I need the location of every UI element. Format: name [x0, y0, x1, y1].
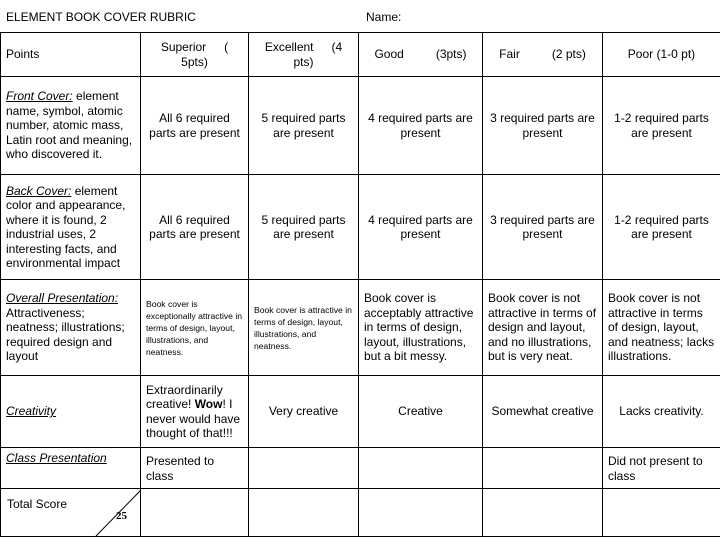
front-good-cell: 4 required parts are present [359, 77, 483, 175]
header-row [1, 33, 720, 77]
back-poor-cell: 1-2 required parts are present [603, 175, 720, 280]
total-poor-cell [603, 489, 720, 537]
back-good-cell: 4 required parts are present [359, 175, 483, 280]
back-fair-cell: 3 required parts are present [483, 175, 603, 280]
excellent-header: Excellent (4 pts) [249, 33, 359, 77]
back-cover-row [1, 175, 720, 280]
presentation-excellent-cell [249, 448, 359, 489]
front-excellent-cell: 5 required parts are present [249, 77, 359, 175]
total-score-row [1, 489, 720, 537]
class-presentation-row [1, 448, 720, 489]
overall-row [1, 280, 720, 376]
front-fair-cell: 3 required parts are present [483, 77, 603, 175]
overall-poor-cell: Book cover is not attractive in terms of design, layout, and neatness; lacks illustrations. [603, 280, 720, 376]
creativity-fair-cell: Somewhat creative [483, 376, 603, 448]
rubric-table [0, 32, 720, 537]
total-excellent-cell [249, 489, 359, 537]
rubric-title: ELEMENT BOOK COVER RUBRIC [6, 10, 196, 24]
superior-header: Superior ( 5pts) [141, 33, 249, 77]
creativity-poor-cell: Lacks creativity. [603, 376, 720, 448]
total-score-value: 25 [116, 510, 127, 522]
fair-header: Fair (2 pts) [483, 33, 603, 77]
total-superior-cell [141, 489, 249, 537]
presentation-superior-cell: Presented to class [141, 448, 249, 489]
name-label: Name: [366, 10, 402, 24]
front-cover-criterion: Front Cover: element name, symbol, atomic number, atomic mass, Latin root and meaning, who discovered it. [1, 77, 141, 175]
overall-good-cell: Book cover is acceptably attractive in terms of design, layout, illustrations, but a bit messy. [359, 280, 483, 376]
points-header: Points [1, 33, 141, 77]
overall-superior-cell: Book cover is exceptionally attractive in terms of design, layout, illustrations, and neatness. [141, 280, 249, 376]
good-header: Good (3pts) [359, 33, 483, 77]
presentation-poor-cell: Did not present to class [603, 448, 720, 489]
creativity-row [1, 376, 720, 448]
back-excellent-cell: 5 required parts are present [249, 175, 359, 280]
total-score-cell [1, 489, 141, 537]
front-superior-cell: All 6 required parts are present [141, 77, 249, 175]
presentation-fair-cell [483, 448, 603, 489]
presentation-good-cell [359, 448, 483, 489]
creativity-good-cell: Creative [359, 376, 483, 448]
overall-fair-cell: Book cover is not attractive in terms of design and layout, and no illustrations, but is very neat. [483, 280, 603, 376]
back-cover-criterion: Back Cover: element color and appearance, where it is found, 2 industrial uses, 2 interesting facts, and environmental impact [1, 175, 141, 280]
total-good-cell [359, 489, 483, 537]
class-presentation-criterion: Class Presentation [1, 448, 141, 489]
front-poor-cell: 1-2 required parts are present [603, 77, 720, 175]
back-superior-cell: All 6 required parts are present [141, 175, 249, 280]
poor-header: Poor (1-0 pt) [603, 33, 720, 77]
total-score-label: Total Score [7, 497, 68, 511]
total-fair-cell [483, 489, 603, 537]
creativity-criterion: Creativity [1, 376, 141, 448]
creativity-excellent-cell: Very creative [249, 376, 359, 448]
front-cover-row [1, 77, 720, 175]
creativity-superior-cell: Extraordinarily creative! Wow! I never would have thought of that!!! [141, 376, 249, 448]
overall-criterion: Overall Presentation: Attractiveness; neatness; illustrations; required design and layout [1, 280, 141, 376]
overall-excellent-cell: Book cover is attractive in terms of design, layout, illustrations, and neatness. [249, 280, 359, 376]
